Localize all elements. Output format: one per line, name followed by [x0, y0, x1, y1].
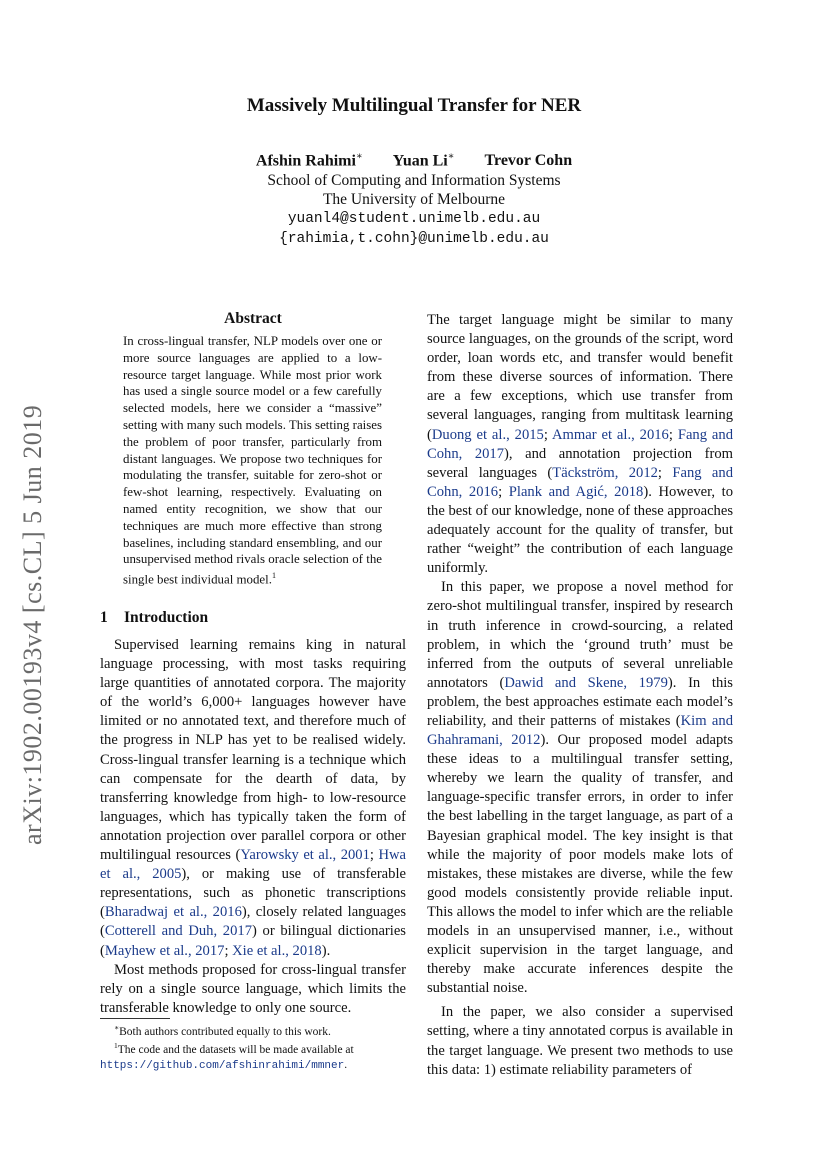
- paragraph-text: ;: [543, 426, 553, 443]
- paper-title: Massively Multilingual Transfer for NER: [246, 95, 582, 116]
- paragraph-text: ). In this problem, the best approaches estimate each model’s reliability, and their patterns of mistakes (: [427, 674, 733, 729]
- intro-paragraph-2: Most methods proposed for cross-lingual transfer rely on a single source language, which limits the transferable knowledge to only one source.: [100, 961, 406, 1016]
- citation-link[interactable]: Plank and Agić, 2018: [508, 483, 644, 500]
- intro-paragraph-3: [427, 311, 733, 578]
- email-2: {rahimia,t.cohn}@unimelb.edu.au: [279, 231, 549, 247]
- paragraph-text: ;: [224, 942, 233, 959]
- paragraph-text: ) or bilingual dictionaries (: [100, 923, 406, 959]
- paragraph-text: ;: [657, 464, 673, 481]
- footnote-rule: [100, 1018, 170, 1019]
- citation-link[interactable]: Mayhew et al., 2017: [104, 942, 225, 959]
- paragraph-text: Supervised learning remains king in natural language processing, with most tasks requiring large quantities of annotated corpora. The majority of the world’s 6,000+ languages however have limited or no annotated text, and therefore much of the progress in NLP has yet to be realised widely. Cross-lingual transfer learning is a technique which can compensate for the dearth of data, by transferring knowledge from high- to low-resource languages, which has typically taken the form of annotation projection over parallel corpora or other multilingual resources (: [100, 637, 406, 864]
- footnote-1: ∗Both authors contributed equally to this work.: [114, 1023, 331, 1038]
- intro-paragraph-5: In the paper, we also consider a supervised setting, where a tiny annotated corpus is available in the target language. We present two methods to use this data: 1) estimate reliability parameters of: [427, 1004, 733, 1078]
- arxiv-stamp: arXiv:1902.00193v4 [cs.CL] 5 Jun 2019: [18, 404, 47, 845]
- author-3: Trevor Cohn: [484, 152, 573, 170]
- citation-link[interactable]: Cotterell and Duh, 2017: [104, 923, 252, 940]
- citation-link[interactable]: Kim and Ghahramani, 2012: [427, 712, 733, 749]
- citation-link[interactable]: Ammar et al., 2016: [552, 426, 669, 443]
- citation-link[interactable]: Fang and Cohn, 2017: [427, 426, 733, 462]
- paragraph-text: The target language might be similar to many source languages, on the grounds of the script, word order, loan words etc, and transfer would benefit from these diverse sources of information. There are a few exceptions, which use transfer from several languages, ranging from multitask learning (: [427, 312, 733, 443]
- section-heading-introduction: 1 Introduction: [100, 609, 209, 626]
- author-1: Afshin Rahimi∗: [255, 151, 363, 170]
- affiliation-university: The University of Melbourne: [322, 191, 506, 208]
- affiliation-school: School of Computing and Information Systems: [267, 172, 561, 189]
- intro-left-column: [100, 636, 406, 1018]
- citation-link[interactable]: Bharadwaj et al., 2016: [104, 904, 242, 921]
- paragraph-text: ;: [498, 483, 509, 500]
- abstract-text: In cross-lingual transfer, NLP models over one or more source languages are applied to a low-resource target language. While most prior work has used a single source model or a few carefully selected models, here we consider a “massive” setting with many such models. This setting raises the problem of poor transfer, particularly from distant languages. We propose two techniques for modulating the transfer, suitable for zero-shot or few-shot learning, respectively. Evaluating on named entity recognition, we show that our techniques are much more effective than strong baselines, including standard ensembling, and our unsupervised method rivals oracle selection of the single best individual model.$^1$: [123, 334, 382, 587]
- paragraph-text: ).: [321, 942, 331, 959]
- citation-link[interactable]: Xie et al., 2018: [232, 942, 322, 959]
- footnotes: [100, 1021, 406, 1073]
- citation-link[interactable]: Yarowsky et al., 2001: [240, 847, 370, 864]
- paragraph-text: ). Our proposed model adapts these ideas to a multilingual transfer setting, whereby we learn the quality of transfer, and language-specific transfer errors, in order to infer the best labelling in the target language, as part of a Bayesian graphical model. The key insight is that while the majority of poor models make lots of mistakes, these mistakes are diverse, while the few good models consistently provide reliable input. This allows the model to infer which are the reliable models in an unsupervised manner, i.e., without explicit supervision in the target language, and thereby make accurate inferences despite the substantial noise.: [427, 732, 733, 997]
- abstract-heading: Abstract: [224, 310, 282, 327]
- paragraph-text: ), and annotation projection from several languages (: [427, 445, 734, 481]
- email-1: yuanl4@student.unimelb.edu.au: [287, 211, 541, 227]
- paragraph-text: ), or making use of transferable representations, such as phonetic transcriptions (: [100, 866, 406, 921]
- paragraph-text: ), closely related languages (: [100, 904, 406, 940]
- citation-link[interactable]: Dawid and Skene, 1979: [504, 674, 668, 691]
- citation-link[interactable]: Täckström, 2012: [552, 464, 658, 481]
- author-2: Yuan Li∗: [392, 151, 455, 170]
- intro-right-column: [427, 311, 733, 1080]
- citation-link[interactable]: Duong et al., 2015: [431, 426, 544, 443]
- author-list: [0, 151, 828, 170]
- citation-link[interactable]: Hwa et al., 2005: [100, 847, 407, 883]
- paragraph-text: In this paper, we propose a novel method for zero-shot multilingual transfer, inspired by research in truth inference in crowd-sourcing, a related problem, in which the ‘ground truth’ must be inferred from the outputs of several unreliable annotators (: [427, 579, 733, 691]
- footnote-2: $^1$The code and the datasets will be made available at https://github.com/afshinrahimi/mmner.: [100, 1041, 354, 1072]
- citation-link[interactable]: Fang and Cohn, 2016: [427, 464, 733, 500]
- code-url-link[interactable]: https://github.com/afshinrahimi/mmner: [100, 1059, 345, 1072]
- intro-paragraph-1: [100, 636, 406, 961]
- paragraph-text: ;: [668, 426, 678, 443]
- paragraph-text: ;: [369, 847, 379, 864]
- intro-paragraph-4: [427, 578, 733, 998]
- paragraph-text: ). However, to the best of our knowledge, none of these approaches adequately account for the quality of transfer, but rather “weight” the contribution of each language uniformly.: [427, 483, 734, 577]
